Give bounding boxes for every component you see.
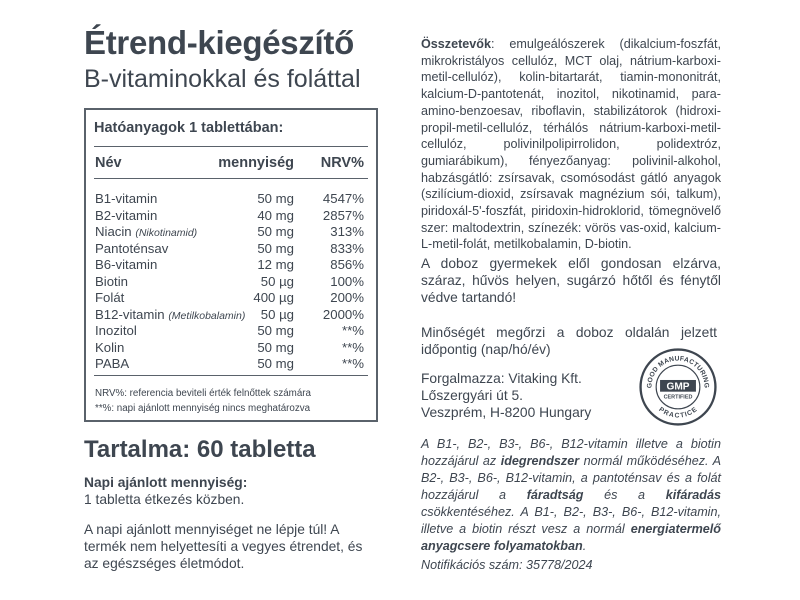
row-amount: 50 mg [257, 323, 294, 338]
gmp-top-text: GOOD MANUFACTURING [646, 355, 710, 389]
claim-text: normál működéséhez. A B2-, B3-, B6-, B12-vitamin, a pantoténsav és a folát hozzájárul a [421, 454, 721, 502]
claim-emphasis: energiatermelő anyagcsere folyamatokban [421, 522, 721, 553]
claim-text: és a [583, 488, 666, 502]
ingredients-list: : emulgeálószerek (dikalcium-foszfát, mikrokristályos cellulóz, MCT olaj, nátrium-karboxi-metil-cellulóz), kolin-bitartarát, tiamin-mononitrát, kalcium-D-pantotenát, inozitol, nikotinamid, para-amino-benzoesav, riboflavin, stabilizátorok (hidroxi-propil-metil-cellulóz, térhálós nátrium-karboxi-metil-cellulóz, polivinilpolipirrolidon, polidextróz, gumiarábikum), fényezőanyag: polivinil-alkohol, habzásgátló: zsírsavak, csomósodást gátló anyagok (szilícium-dioxid, zsírsavak magnézium sói, talkum), piridoxál-5'-foszfát, piridoxin-hidroklorid, tömegnövelő szer: maltodextrin, színezék: vörös vas-oxid, kalcium-L-metil-folát, metilkobalamin, D-biotin. [421, 37, 721, 252]
gmp-certified-text: CERTIFIED [663, 394, 693, 401]
distributor-block [421, 370, 591, 421]
row-name [95, 274, 128, 290]
row-nrv: 313% [330, 224, 364, 239]
claim-emphasis: fáradtság [526, 488, 584, 502]
daily-dose-text: 1 tabletta étkezés közben. [84, 492, 245, 507]
row-amount: 50 mg [257, 356, 294, 371]
row-nrv: 200% [330, 290, 364, 305]
row-amount: 12 mg [257, 257, 294, 272]
row-amount: 50 mg [257, 339, 294, 355]
row-name-note: (Metilkobalamin) [168, 309, 246, 322]
column-header-name: Név [95, 155, 122, 171]
claim-text: . [582, 539, 587, 553]
claim-text: csökkentéséhez. A B1-, B2-, B3-, B6-, B12-vitamin, illetve a biotin részt vesz a normál [421, 505, 721, 536]
row-nrv: **% [342, 339, 364, 355]
row-name [95, 224, 197, 241]
table-divider [94, 375, 368, 376]
row-nrv: 2857% [322, 207, 364, 223]
footnote-nrv: NRV%: referencia beviteli érték felnőttek számára [95, 388, 311, 399]
row-name-note: (Nikotinamid) [135, 227, 198, 239]
row-name [95, 208, 157, 224]
table-row [86, 307, 376, 323]
product-title: Étrend-kiegészítő [84, 24, 354, 61]
row-name [95, 307, 245, 324]
column-header-nrv: NRV% [320, 155, 364, 171]
ingredients-text [421, 36, 721, 253]
row-nrv: **% [342, 356, 364, 371]
row-name-text: Folát [95, 290, 125, 305]
health-claims [421, 436, 721, 555]
best-before-note: Minőségét megőrzi a doboz oldalán jelzett időpontig (nap/hó/év) [421, 325, 717, 357]
row-name-text: B1-vitamin [95, 191, 158, 206]
table-row [86, 323, 376, 339]
row-name [95, 290, 124, 306]
row-name-text: Kolin [95, 339, 125, 355]
daily-dose-heading: Napi ajánlott mennyiség: [84, 475, 248, 490]
claim-emphasis: idegrendszer [500, 454, 580, 468]
gmp-bottom-text: PRACTICE [657, 406, 699, 420]
row-nrv: 4547% [322, 191, 364, 206]
row-amount: 50 µg [260, 306, 294, 322]
row-name [95, 257, 157, 273]
row-amount: 40 mg [257, 207, 294, 223]
distributor-city: Veszprém, H-8200 Hungary [421, 405, 592, 420]
row-nrv: 100% [330, 273, 364, 289]
row-amount: 50 mg [257, 224, 294, 239]
footnote-not-defined: **%: napi ajánlott mennyiség nincs meghatározva [95, 403, 311, 414]
row-nrv: 2000% [322, 306, 364, 322]
row-amount: 50 mg [257, 191, 294, 206]
row-name [95, 340, 124, 356]
row-name [95, 356, 129, 372]
row-nrv: **% [342, 323, 364, 338]
active-ingredients-table [84, 108, 378, 422]
row-name-text: Biotin [95, 273, 128, 289]
claim-text: A B1-, B2-, B3-, B6-, B12-vitamin illetve a biotin hozzájárul az [421, 437, 721, 468]
ingredients-label: Összetevők [421, 37, 492, 51]
table-row [86, 274, 376, 290]
table-divider [94, 146, 368, 147]
column-header-amount: mennyiség [218, 155, 294, 171]
row-amount: 50 mg [257, 240, 294, 256]
table-row [86, 257, 376, 273]
table-row [86, 241, 376, 257]
row-name-text: Niacin [95, 224, 132, 239]
table-divider [94, 178, 368, 179]
distributor-name: Forgalmazza: Vitaking Kft. [421, 371, 582, 386]
row-name-text: B12-vitamin [95, 306, 165, 322]
table-row [86, 290, 376, 306]
row-amount: 400 µg [253, 290, 294, 305]
product-subtitle: B-vitaminokkal és foláttal [84, 65, 361, 93]
table-row [86, 340, 376, 356]
row-nrv: 856% [330, 257, 364, 272]
gmp-certified-seal [639, 348, 717, 426]
row-name-text: B2-vitamin [95, 207, 158, 223]
notification-number: Notifikációs szám: 35778/2024 [421, 558, 593, 572]
content-quantity: Tartalma: 60 tabletta [84, 436, 316, 463]
table-row [86, 208, 376, 224]
storage-instructions: A doboz gyermekek elől gondosan elzárva, száraz, hűvös helyen, sugárzó hőtől és fénytől védve tartandó! [421, 256, 721, 305]
row-name [95, 323, 137, 339]
row-name [95, 241, 168, 257]
distributor-street: Lőszergyári út 5. [421, 388, 523, 403]
row-name [95, 191, 157, 207]
row-name-text: B6-vitamin [95, 257, 158, 272]
table-heading: Hatóanyagok 1 tablettában: [94, 120, 284, 136]
row-name-text: Inozitol [95, 323, 137, 338]
row-name-text: Pantoténsav [95, 240, 169, 256]
row-amount: 50 µg [260, 273, 294, 289]
table-row [86, 356, 376, 372]
row-name-text: PABA [95, 356, 130, 371]
row-nrv: 833% [330, 240, 364, 256]
dose-warning: A napi ajánlott mennyiséget ne lépje túl! A termék nem helyettesíti a vegyes étrendet, és az egészséges életmódot. [84, 522, 363, 571]
table-row [86, 191, 376, 207]
gmp-center-text: GMP [666, 381, 690, 393]
table-row [86, 224, 376, 240]
claim-emphasis: kifáradás [665, 488, 721, 502]
